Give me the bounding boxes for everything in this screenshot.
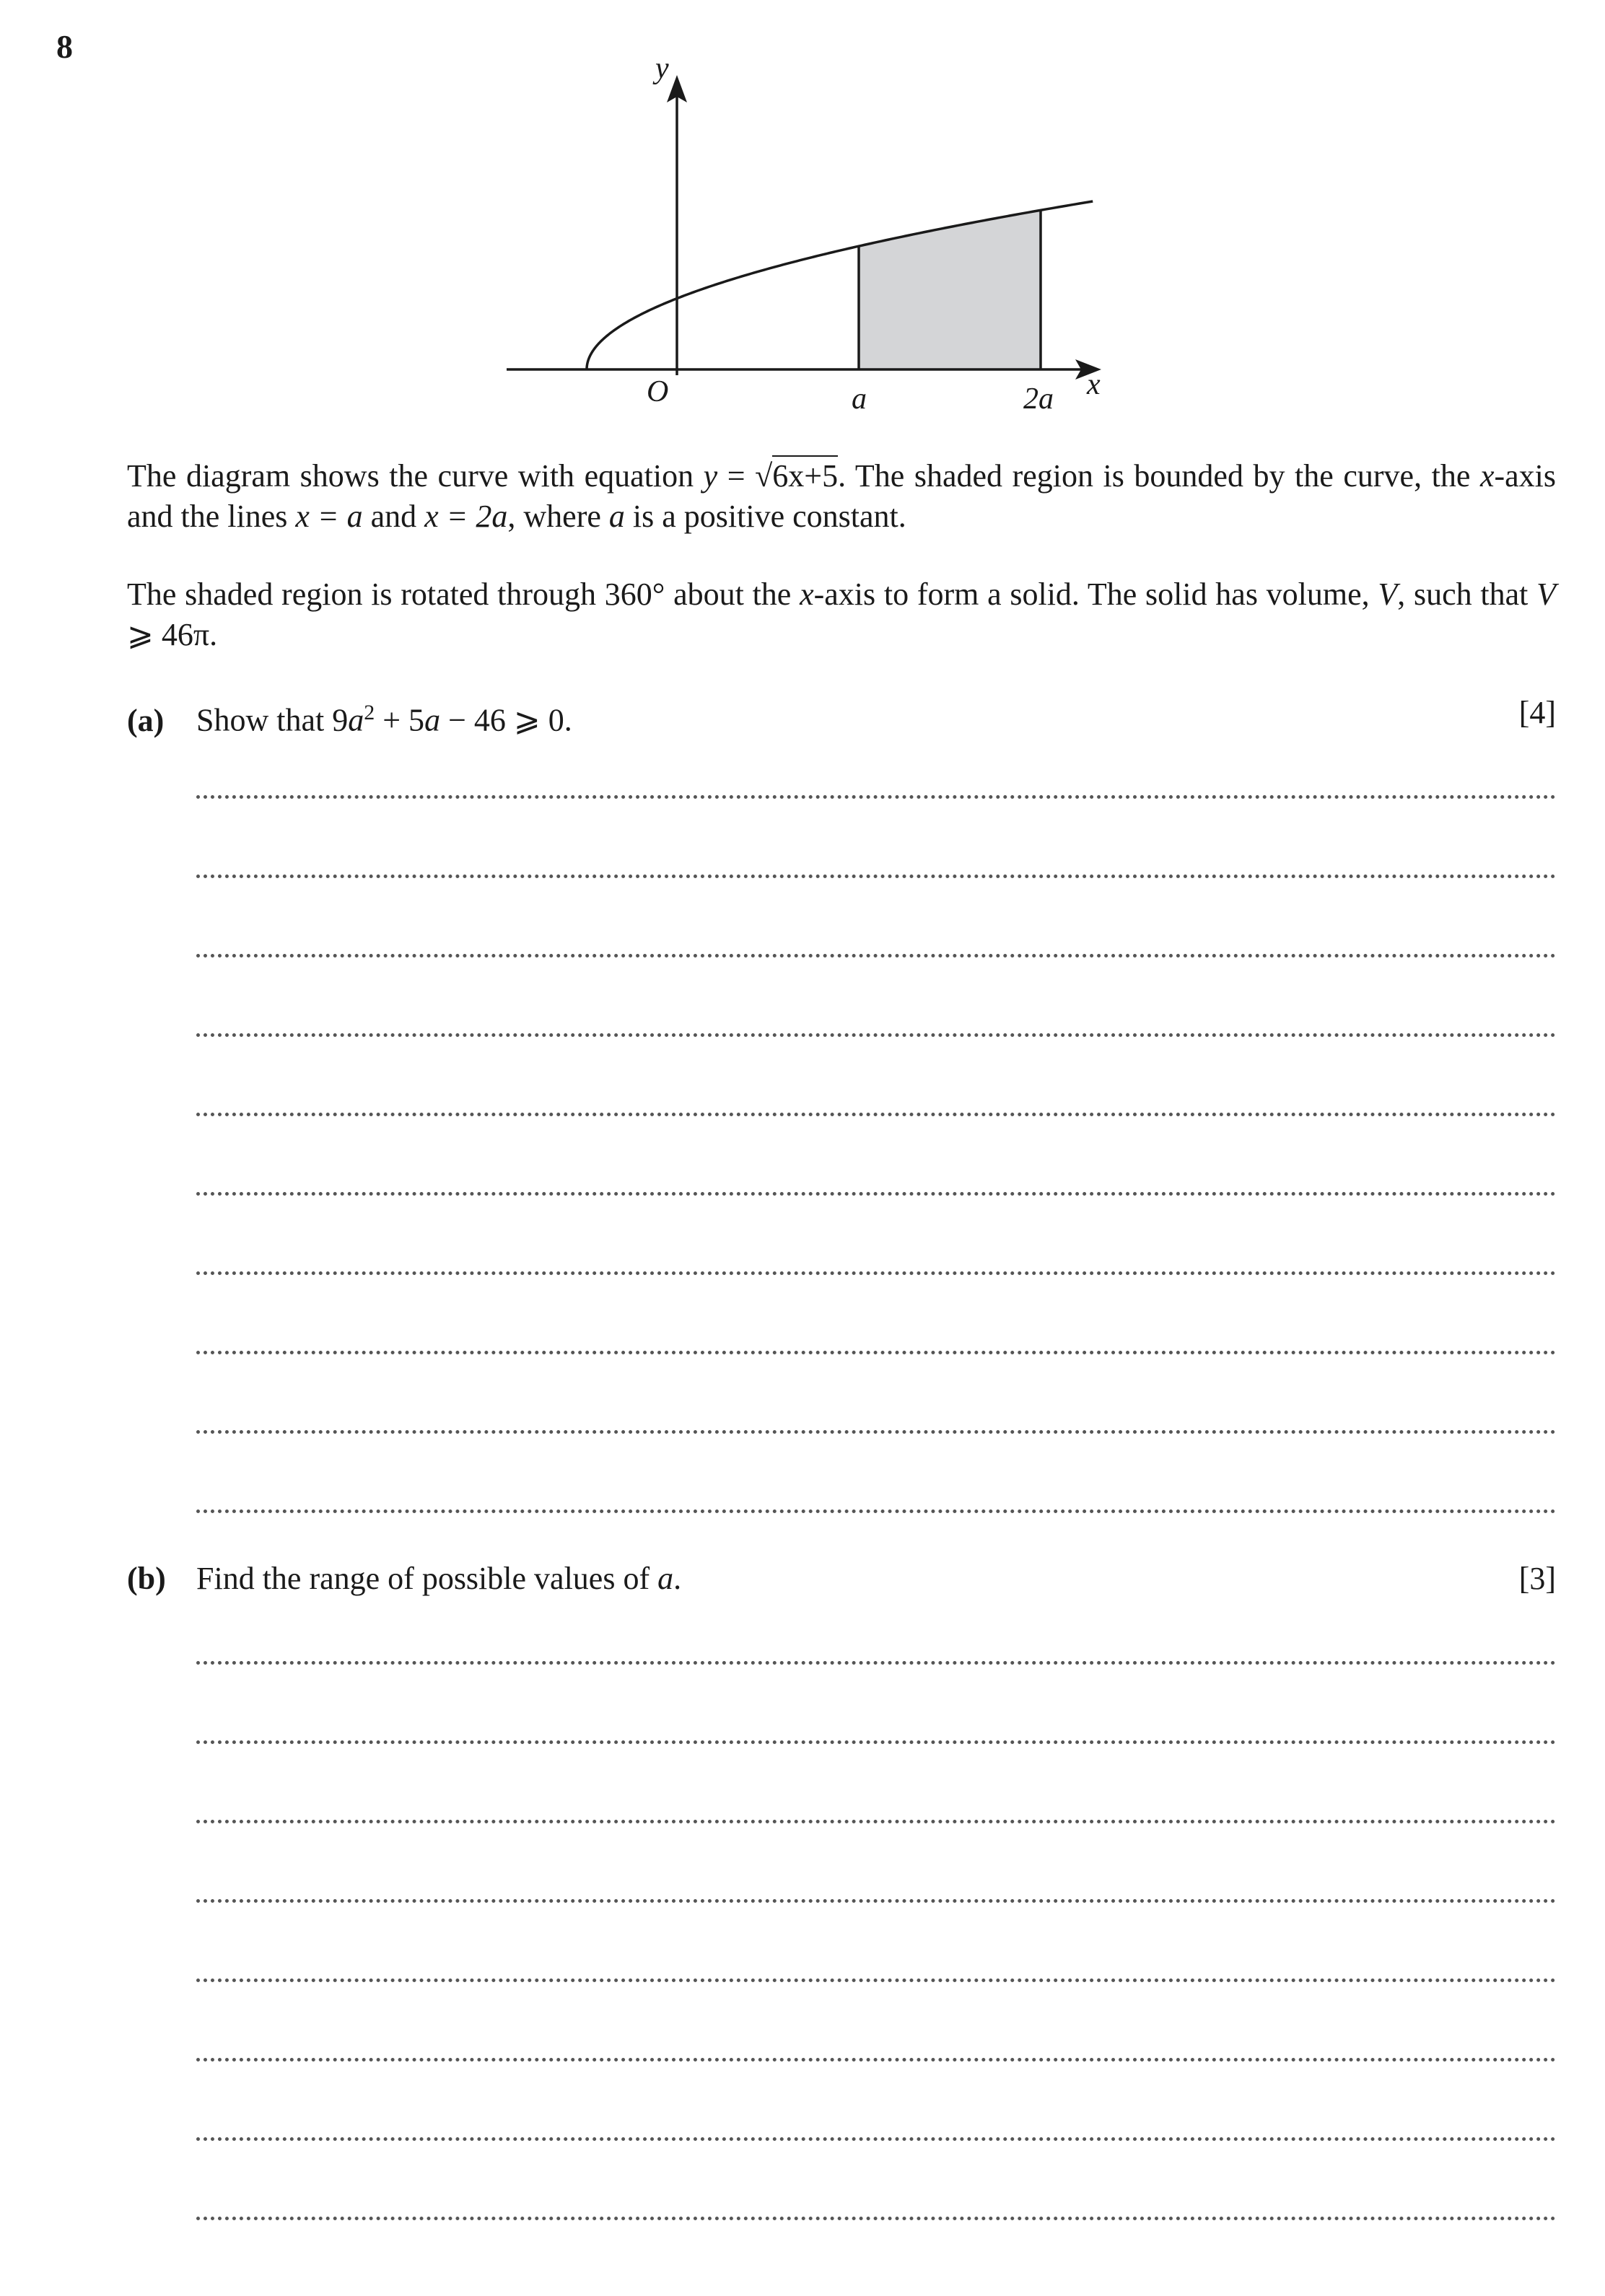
part-text: . (673, 1561, 682, 1596)
intro-text: The diagram shows the curve with equation (127, 458, 704, 494)
answer-line[interactable] (196, 1351, 1556, 1354)
line-a-eq: x = a (295, 499, 363, 534)
answer-line[interactable] (196, 1979, 1556, 1982)
part-label: (a) (127, 702, 165, 738)
eq-y: y (703, 458, 718, 494)
question-number: 8 (56, 28, 73, 65)
eq-equals-sqrt: = √ (717, 458, 773, 494)
intro-x: x (800, 577, 814, 612)
var-a: a (348, 702, 364, 738)
var-V: V (1536, 577, 1557, 612)
answer-line[interactable] (196, 1113, 1556, 1116)
answer-line[interactable] (196, 1740, 1556, 1744)
intro-text: , where (507, 499, 609, 534)
part-text: + 5 (375, 702, 425, 738)
answer-line[interactable] (196, 1899, 1556, 1903)
part-label: (b) (127, 1561, 166, 1596)
x-axis-label: x (1087, 368, 1101, 401)
answer-line[interactable] (196, 954, 1556, 958)
origin-label: O (647, 375, 669, 408)
intro-text: -axis and the lines (127, 458, 1557, 534)
intro-text: -axis to form a solid. The solid has volume, (813, 577, 1378, 612)
answer-line[interactable] (196, 1510, 1556, 1513)
var-a: a (608, 499, 625, 534)
answer-line[interactable] (196, 1820, 1556, 1823)
answer-lines-a (196, 795, 1556, 1589)
marks-badge: [3] (1518, 1561, 1556, 1596)
intro-text: . The shaded region is bounded by the curve, the (838, 458, 1480, 494)
exponent: 2 (364, 701, 375, 724)
part-b-question (127, 1559, 1556, 1599)
answer-line[interactable] (196, 1271, 1556, 1275)
intro-text: and (362, 499, 425, 534)
intro-text: ⩾ 46π. (127, 617, 218, 652)
var-V: V (1378, 577, 1398, 612)
eq-radicand: 6x+5 (772, 455, 838, 494)
answer-lines-b (196, 1661, 1556, 2296)
shaded-region (859, 210, 1041, 369)
intro-text: The shaded region is rotated through 360° about the (127, 577, 800, 612)
part-a-question (127, 693, 1556, 741)
curve-diagram (498, 51, 1133, 426)
part-text: Find the range of possible values of (196, 1561, 658, 1596)
answer-line[interactable] (196, 2058, 1556, 2061)
answer-line[interactable] (196, 795, 1556, 799)
intro-x: x (1479, 458, 1495, 494)
part-text: − 46 ⩾ 0. (440, 702, 572, 738)
marks-badge: [4] (1518, 695, 1556, 730)
answer-line[interactable] (196, 1192, 1556, 1196)
intro-paragraph-2 (127, 574, 1556, 655)
intro-paragraph-1 (127, 456, 1556, 537)
line-2a-eq: x = 2a (424, 499, 508, 534)
answer-line[interactable] (196, 1033, 1556, 1037)
var-a: a (424, 702, 441, 738)
answer-line[interactable] (196, 2217, 1556, 2220)
answer-line[interactable] (196, 2137, 1556, 2141)
two-a-label: 2a (1023, 382, 1054, 416)
intro-text: is a positive constant. (624, 499, 906, 534)
y-axis-label: y (655, 52, 669, 85)
answer-line[interactable] (196, 875, 1556, 878)
var-a: a (657, 1561, 674, 1596)
part-text: Show that 9 (196, 702, 349, 738)
answer-line[interactable] (196, 1430, 1556, 1434)
answer-line[interactable] (196, 1661, 1556, 1665)
a-label: a (852, 382, 867, 416)
intro-text: , such that (1397, 577, 1537, 612)
